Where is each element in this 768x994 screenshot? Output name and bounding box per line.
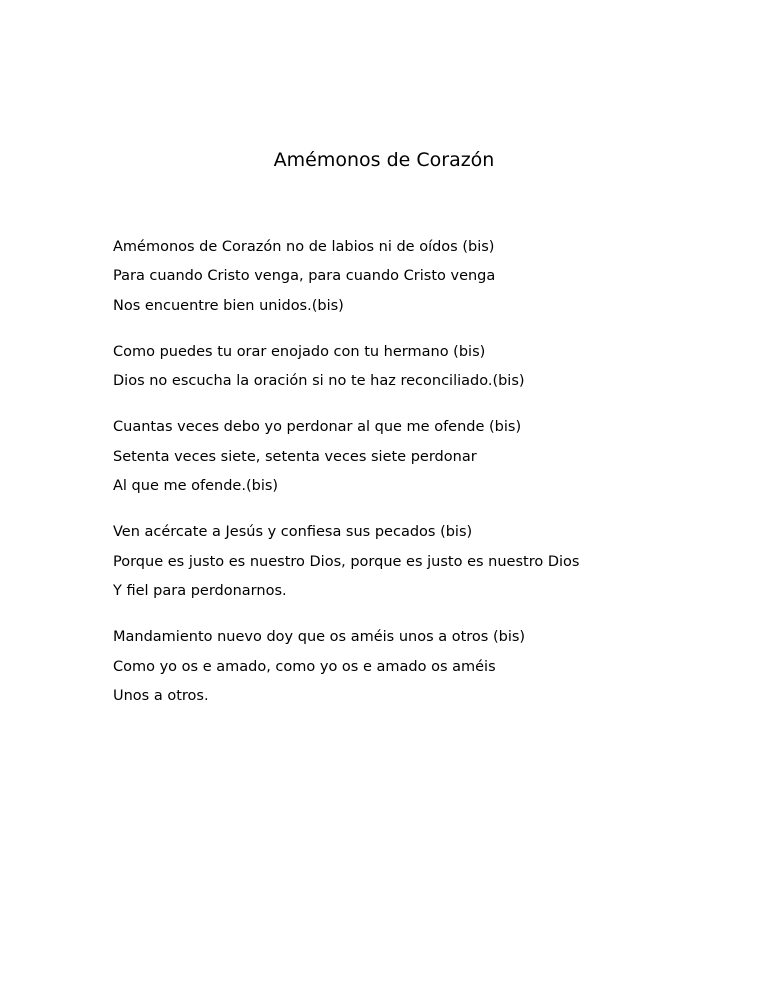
lyric-line: Nos encuentre bien unidos.(bis) xyxy=(113,297,344,314)
lyric-line: Dios no escucha la oración si no te haz reconciliado.(bis) xyxy=(113,373,525,390)
lyric-line: Setenta veces siete, setenta veces siete perdonar xyxy=(113,448,477,465)
stanza-2 xyxy=(113,338,733,397)
lyric-line: Unos a otros. xyxy=(113,687,209,704)
lyric-line: Amémonos de Corazón no de labios ni de oídos (bis) xyxy=(113,239,495,255)
stanza-1 xyxy=(113,233,733,321)
lyric-line: Y fiel para perdonarnos. xyxy=(113,582,287,599)
page-title: Amémonos de Corazón xyxy=(273,149,495,171)
lyric-line: Para cuando Cristo venga, para cuando Cristo venga xyxy=(113,268,496,285)
lyric-line: Cuantas veces debo yo perdonar al que me ofende (bis) xyxy=(113,419,522,436)
lyric-line: Porque es justo es nuestro Dios, porque es justo es nuestro Dios xyxy=(113,553,580,570)
lyric-line: Ven acércate a Jesús y confiesa sus pecados (bis) xyxy=(113,524,473,541)
stanza-4 xyxy=(113,518,733,606)
stanza-3 xyxy=(113,413,733,501)
lyric-line: Al que me ofende.(bis) xyxy=(113,478,279,495)
stanza-5 xyxy=(113,623,733,711)
lyric-line: Mandamiento nuevo doy que os améis unos a otros (bis) xyxy=(113,629,526,646)
lyrics-body xyxy=(113,233,733,728)
lyric-line: Como yo os e amado, como yo os e amado os améis xyxy=(113,658,496,675)
lyric-line: Como puedes tu orar enojado con tu hermano (bis) xyxy=(113,343,486,360)
